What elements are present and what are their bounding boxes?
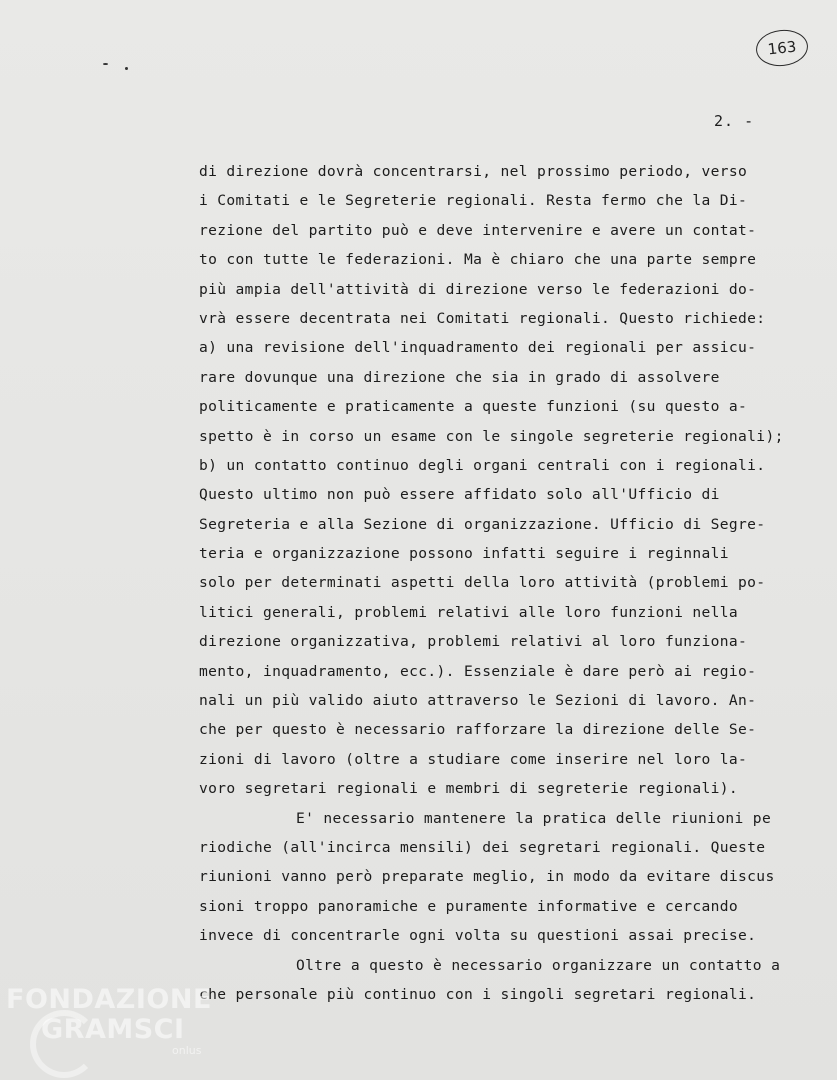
text-line: invece di concentrarle ogni volta su questioni assai precise. bbox=[199, 927, 757, 945]
text-line: politicamente e praticamente a queste funzioni (su questo a- bbox=[199, 398, 748, 416]
text-line: to con tutte le federazioni. Ma è chiaro che una parte sempre bbox=[199, 251, 757, 269]
text-line: vrà essere decentrata nei Comitati regionali. Questo richiede: bbox=[199, 309, 766, 327]
text-line: Questo ultimo non può essere affidato solo all'Ufficio di bbox=[199, 486, 720, 504]
watermark-line-1: FONDAZIONE bbox=[6, 984, 212, 1015]
text-line: spetto è in corso un esame con le singole segreterie regionali); bbox=[199, 427, 784, 445]
text-line: b) un contatto continuo degli organi centrali con i regionali. bbox=[199, 456, 766, 474]
archive-number-stamp bbox=[754, 27, 809, 68]
text-line: che personale più continuo con i singoli segretari regionali. bbox=[199, 985, 757, 1003]
typed-body-text bbox=[199, 157, 819, 1009]
text-line: a) una revisione dell'inquadramento dei regionali per assicu- bbox=[199, 339, 757, 357]
text-line: rezione del partito può e deve intervenire e avere un contat- bbox=[199, 221, 757, 239]
text-line: di direzione dovrà concentrarsi, nel prossimo periodo, verso bbox=[199, 163, 748, 180]
ink-speck bbox=[125, 67, 128, 70]
text-line: rare dovunque una direzione che sia in grado di assolvere bbox=[199, 368, 720, 386]
text-line: Segreteria e alla Sezione di organizzazione. Ufficio di Segre- bbox=[199, 515, 766, 533]
text-line: Oltre a questo è necessario organizzare un contatto a bbox=[296, 956, 781, 974]
fondazione-gramsci-watermark bbox=[6, 985, 212, 1057]
text-line: riodiche (all'incirca mensili) dei segretari regionali. Queste bbox=[199, 838, 766, 856]
text-line: sioni troppo panoramiche e puramente informative e cercando bbox=[199, 897, 739, 915]
text-line: nali un più valido aiuto attraverso le Sezioni di lavoro. An- bbox=[199, 692, 757, 710]
text-line: mento, inquadramento, ecc.). Essenziale è dare però ai regio- bbox=[199, 662, 757, 680]
watermark-line-2: GRAMSCI bbox=[41, 1014, 185, 1045]
ink-speck bbox=[103, 63, 108, 65]
text-line: zioni di lavoro (oltre a studiare come inserire nel loro la- bbox=[199, 750, 748, 768]
text-line: E' necessario mantenere la pratica delle riunioni pe bbox=[296, 809, 772, 827]
page-number: 2. - bbox=[714, 112, 755, 130]
text-line: più ampia dell'attività di direzione verso le federazioni do- bbox=[199, 280, 757, 298]
text-line: riunioni vanno però preparate meglio, in modo da evitare discus bbox=[199, 868, 775, 886]
text-line: solo per determinati aspetti della loro attività (problemi po- bbox=[199, 574, 766, 592]
text-line: che per questo è necessario rafforzare la direzione delle Se- bbox=[199, 721, 757, 739]
text-line: voro segretari regionali e membri di segreterie regionali). bbox=[199, 780, 739, 798]
text-line: i Comitati e le Segreterie regionali. Resta fermo che la Di- bbox=[199, 192, 748, 210]
watermark-line-3: onlus bbox=[172, 1044, 202, 1057]
text-line: teria e organizzazione possono infatti seguire i reginnali bbox=[199, 545, 729, 563]
archive-number: 163 bbox=[766, 37, 798, 59]
text-line: direzione organizzativa, problemi relativi al loro funziona- bbox=[199, 633, 748, 651]
text-line: litici generali, problemi relativi alle loro funzioni nella bbox=[199, 603, 739, 621]
